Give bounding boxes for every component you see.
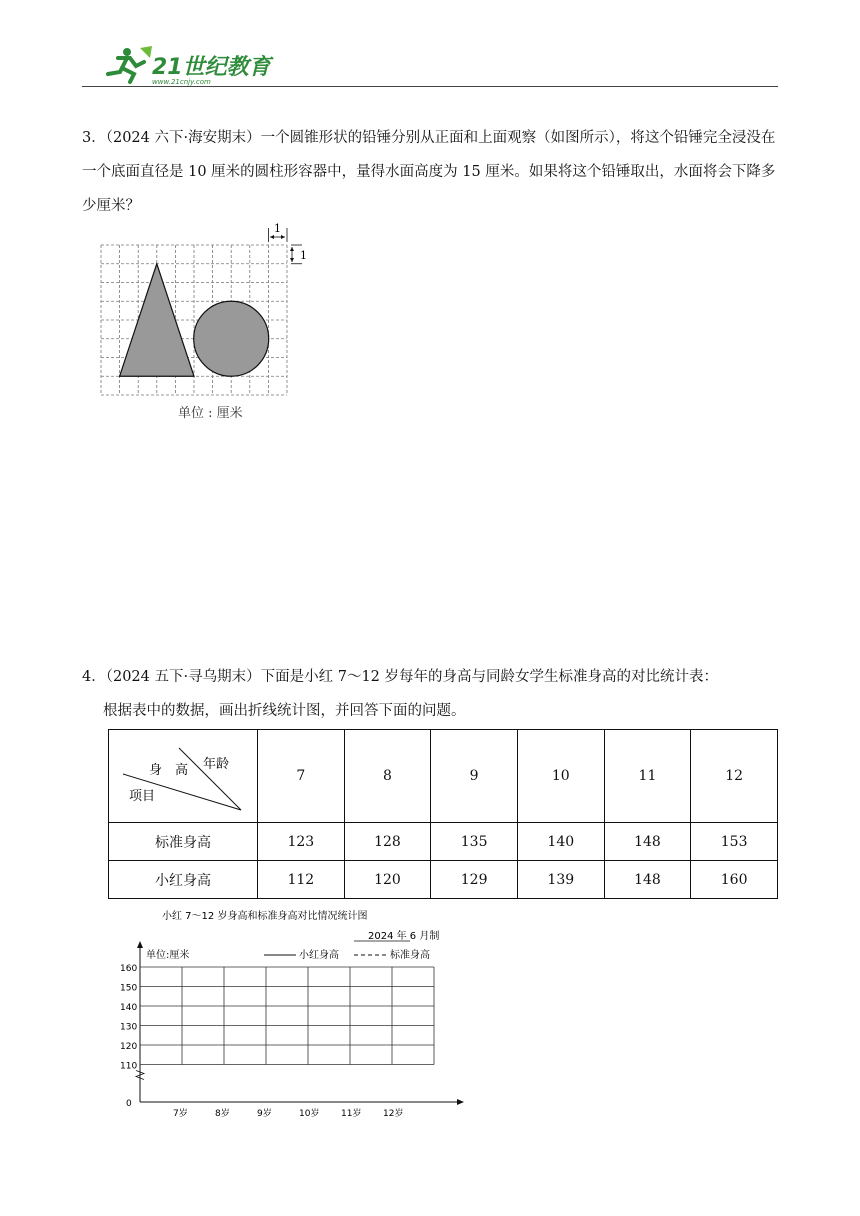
- row-label: 标准身高: [109, 823, 258, 861]
- chart-labels: [120, 964, 403, 1119]
- table-cell: 148: [604, 823, 691, 861]
- y-tick-label: 110: [120, 1061, 138, 1072]
- x-tick-label: 10岁: [299, 1109, 320, 1119]
- table-cell: 135: [431, 823, 518, 861]
- q3-number: 3．: [82, 130, 106, 146]
- table-cell: 139: [517, 861, 604, 899]
- logo: [100, 44, 280, 86]
- header-age: 年龄: [203, 757, 230, 772]
- y-axis-arrow: [137, 941, 143, 948]
- diagonal-header-cell: [109, 730, 258, 823]
- table-cell: 160: [691, 861, 778, 899]
- legend-xiaohong: 小红身高: [299, 950, 339, 961]
- table-cell: 148: [604, 861, 691, 899]
- q4-source: （2024 五下·寻乌期末）: [105, 669, 261, 685]
- header-rule: [82, 86, 778, 87]
- legend-standard: 标准身高: [390, 950, 430, 961]
- x-tick-label: 11岁: [341, 1109, 362, 1119]
- q4-number: 4．: [82, 669, 106, 685]
- logo-url: www.21cnjy.com: [152, 78, 211, 86]
- chart-unit: 单位:厘米: [146, 950, 190, 961]
- x-tick-label: 8岁: [215, 1109, 230, 1119]
- table-cell: 112: [258, 861, 345, 899]
- table-row-standard: [109, 823, 778, 861]
- age-cell: 7: [258, 730, 345, 823]
- q4-text: 下面是小红 7～12 岁每年的身高与同龄女学生标准身高的对比统计表：: [260, 669, 719, 685]
- age-cell: 10: [517, 730, 604, 823]
- table-cell: 153: [691, 823, 778, 861]
- height-table: [108, 729, 778, 899]
- age-cell: 9: [431, 730, 518, 823]
- q3-source: （2024 六下·海安期末）: [105, 130, 261, 146]
- header-item: 项目: [129, 789, 156, 804]
- blank-line-chart: [100, 903, 480, 1119]
- row-label: 小红身高: [109, 861, 258, 899]
- age-cell: 12: [691, 730, 778, 823]
- table-header-row: [109, 730, 778, 823]
- y-tick-label: 160: [120, 964, 138, 974]
- age-cell: 8: [344, 730, 431, 823]
- y-tick-label: 150: [120, 983, 138, 994]
- x-axis-arrow: [457, 1099, 464, 1105]
- axis-break: [136, 1071, 144, 1080]
- x-tick-label: 9岁: [257, 1109, 272, 1119]
- y-tick-label: 130: [120, 1022, 138, 1033]
- table-cell: 128: [344, 823, 431, 861]
- unit-label: 单位 : 厘米: [178, 406, 243, 421]
- dim-label-vertical: 1: [300, 249, 307, 262]
- chart-date: 2024 年 6 月制: [368, 931, 440, 942]
- y-tick-label: 120: [120, 1042, 138, 1052]
- table-cell: 120: [344, 861, 431, 899]
- question-4-instruction: 根据表中的数据，画出折线统计图，并回答下面的问题。: [103, 703, 466, 719]
- chart-title: 小红 7～12 岁身高和标准身高对比情况统计图: [162, 911, 368, 922]
- chart-grid: [136, 941, 464, 1105]
- y-tick-label: 0: [126, 1099, 132, 1109]
- question-3: [82, 121, 782, 223]
- cone-top-circle: [194, 301, 269, 376]
- dim-label-horizontal: 1: [274, 222, 281, 235]
- logo-text: 21世纪教育: [152, 55, 271, 80]
- cone-view-figure: [96, 220, 316, 400]
- table-cell: 140: [517, 823, 604, 861]
- header-height: 身 高: [149, 763, 189, 778]
- y-tick-label: 140: [120, 1003, 138, 1013]
- table-row-xiaohong: [109, 861, 778, 899]
- table-cell: 123: [258, 823, 345, 861]
- question-4: [82, 660, 782, 694]
- x-tick-label: 7岁: [173, 1109, 188, 1119]
- runner-logo-icon: [100, 44, 280, 86]
- age-cell: 11: [604, 730, 691, 823]
- q3-text: 一个圆锥形状的铅锤分别从正面和上面观察（如图所示），将这个铅锤完全浸没在一个底面直径是 10 厘米的圆柱形容器中，量得水面高度为 15 厘米。如果将这个铅锤取出，水面将会下降多少厘米？: [82, 130, 776, 214]
- x-tick-label: 12岁: [383, 1109, 404, 1119]
- table-cell: 129: [431, 861, 518, 899]
